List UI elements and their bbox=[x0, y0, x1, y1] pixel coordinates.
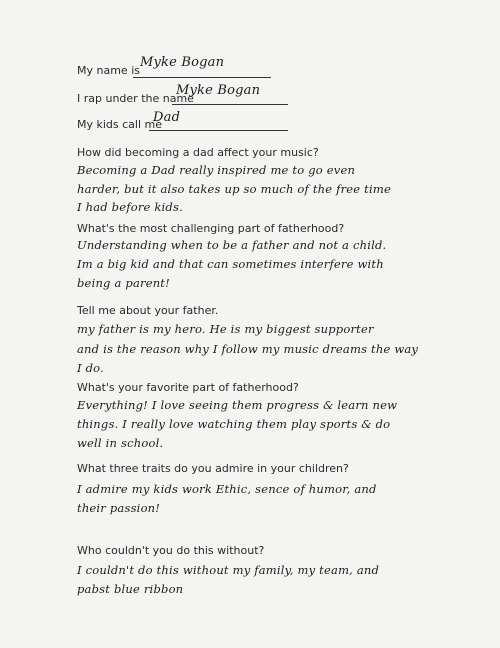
answer-6-line-2: pabst blue ribbon bbox=[77, 582, 184, 596]
name-value: Myke Bogan bbox=[140, 55, 225, 70]
kids-call-underline bbox=[149, 130, 288, 131]
answer-1-line-3: I had before kids. bbox=[77, 200, 183, 214]
question-6: Who couldn't you do this without? bbox=[77, 544, 265, 557]
answer-5-line-1: I admire my kids work Ethic, sence of humor, and bbox=[77, 482, 377, 496]
kids-call-value: Dad bbox=[153, 110, 181, 125]
kids-call-label: My kids call me bbox=[77, 118, 163, 131]
answer-4-line-3: well in school. bbox=[77, 436, 164, 450]
question-4: What's your favorite part of fatherhood? bbox=[77, 381, 299, 394]
answer-6-line-1: I couldn't do this without my family, my team, and bbox=[77, 563, 380, 577]
answer-4-line-1: Everything! I love seeing them progress & learn new bbox=[77, 398, 398, 412]
question-2: What's the most challenging part of fatherhood? bbox=[77, 222, 345, 235]
answer-3-line-1: my father is my hero. He is my biggest supporter bbox=[77, 322, 374, 336]
answer-2-line-1: Understanding when to be a father and not a child. bbox=[77, 238, 387, 252]
answer-3-line-2: and is the reason why I follow my music dreams the way bbox=[77, 342, 419, 356]
rap-name-label: I rap under the name bbox=[77, 92, 194, 105]
answer-1-line-1: Becoming a Dad really inspired me to go even bbox=[77, 163, 356, 177]
rap-name-value: Myke Bogan bbox=[176, 83, 261, 98]
question-5: What three traits do you admire in your children? bbox=[77, 462, 349, 475]
answer-1-line-2: harder, but it also takes up so much of the free time bbox=[77, 182, 391, 196]
answer-2-line-3: being a parent! bbox=[77, 276, 170, 290]
question-1: How did becoming a dad affect your music? bbox=[77, 146, 319, 159]
answer-4-line-2: things. I really love watching them play sports & do bbox=[77, 417, 391, 431]
answer-5-line-2: their passion! bbox=[77, 501, 161, 515]
answer-3-line-3: I do. bbox=[77, 361, 104, 375]
name-label: My name is bbox=[77, 64, 140, 77]
answer-2-line-2: Im a big kid and that can sometimes interfere with bbox=[77, 257, 384, 271]
rap-name-underline bbox=[172, 104, 288, 105]
question-3: Tell me about your father. bbox=[77, 304, 219, 317]
name-underline bbox=[133, 77, 271, 78]
